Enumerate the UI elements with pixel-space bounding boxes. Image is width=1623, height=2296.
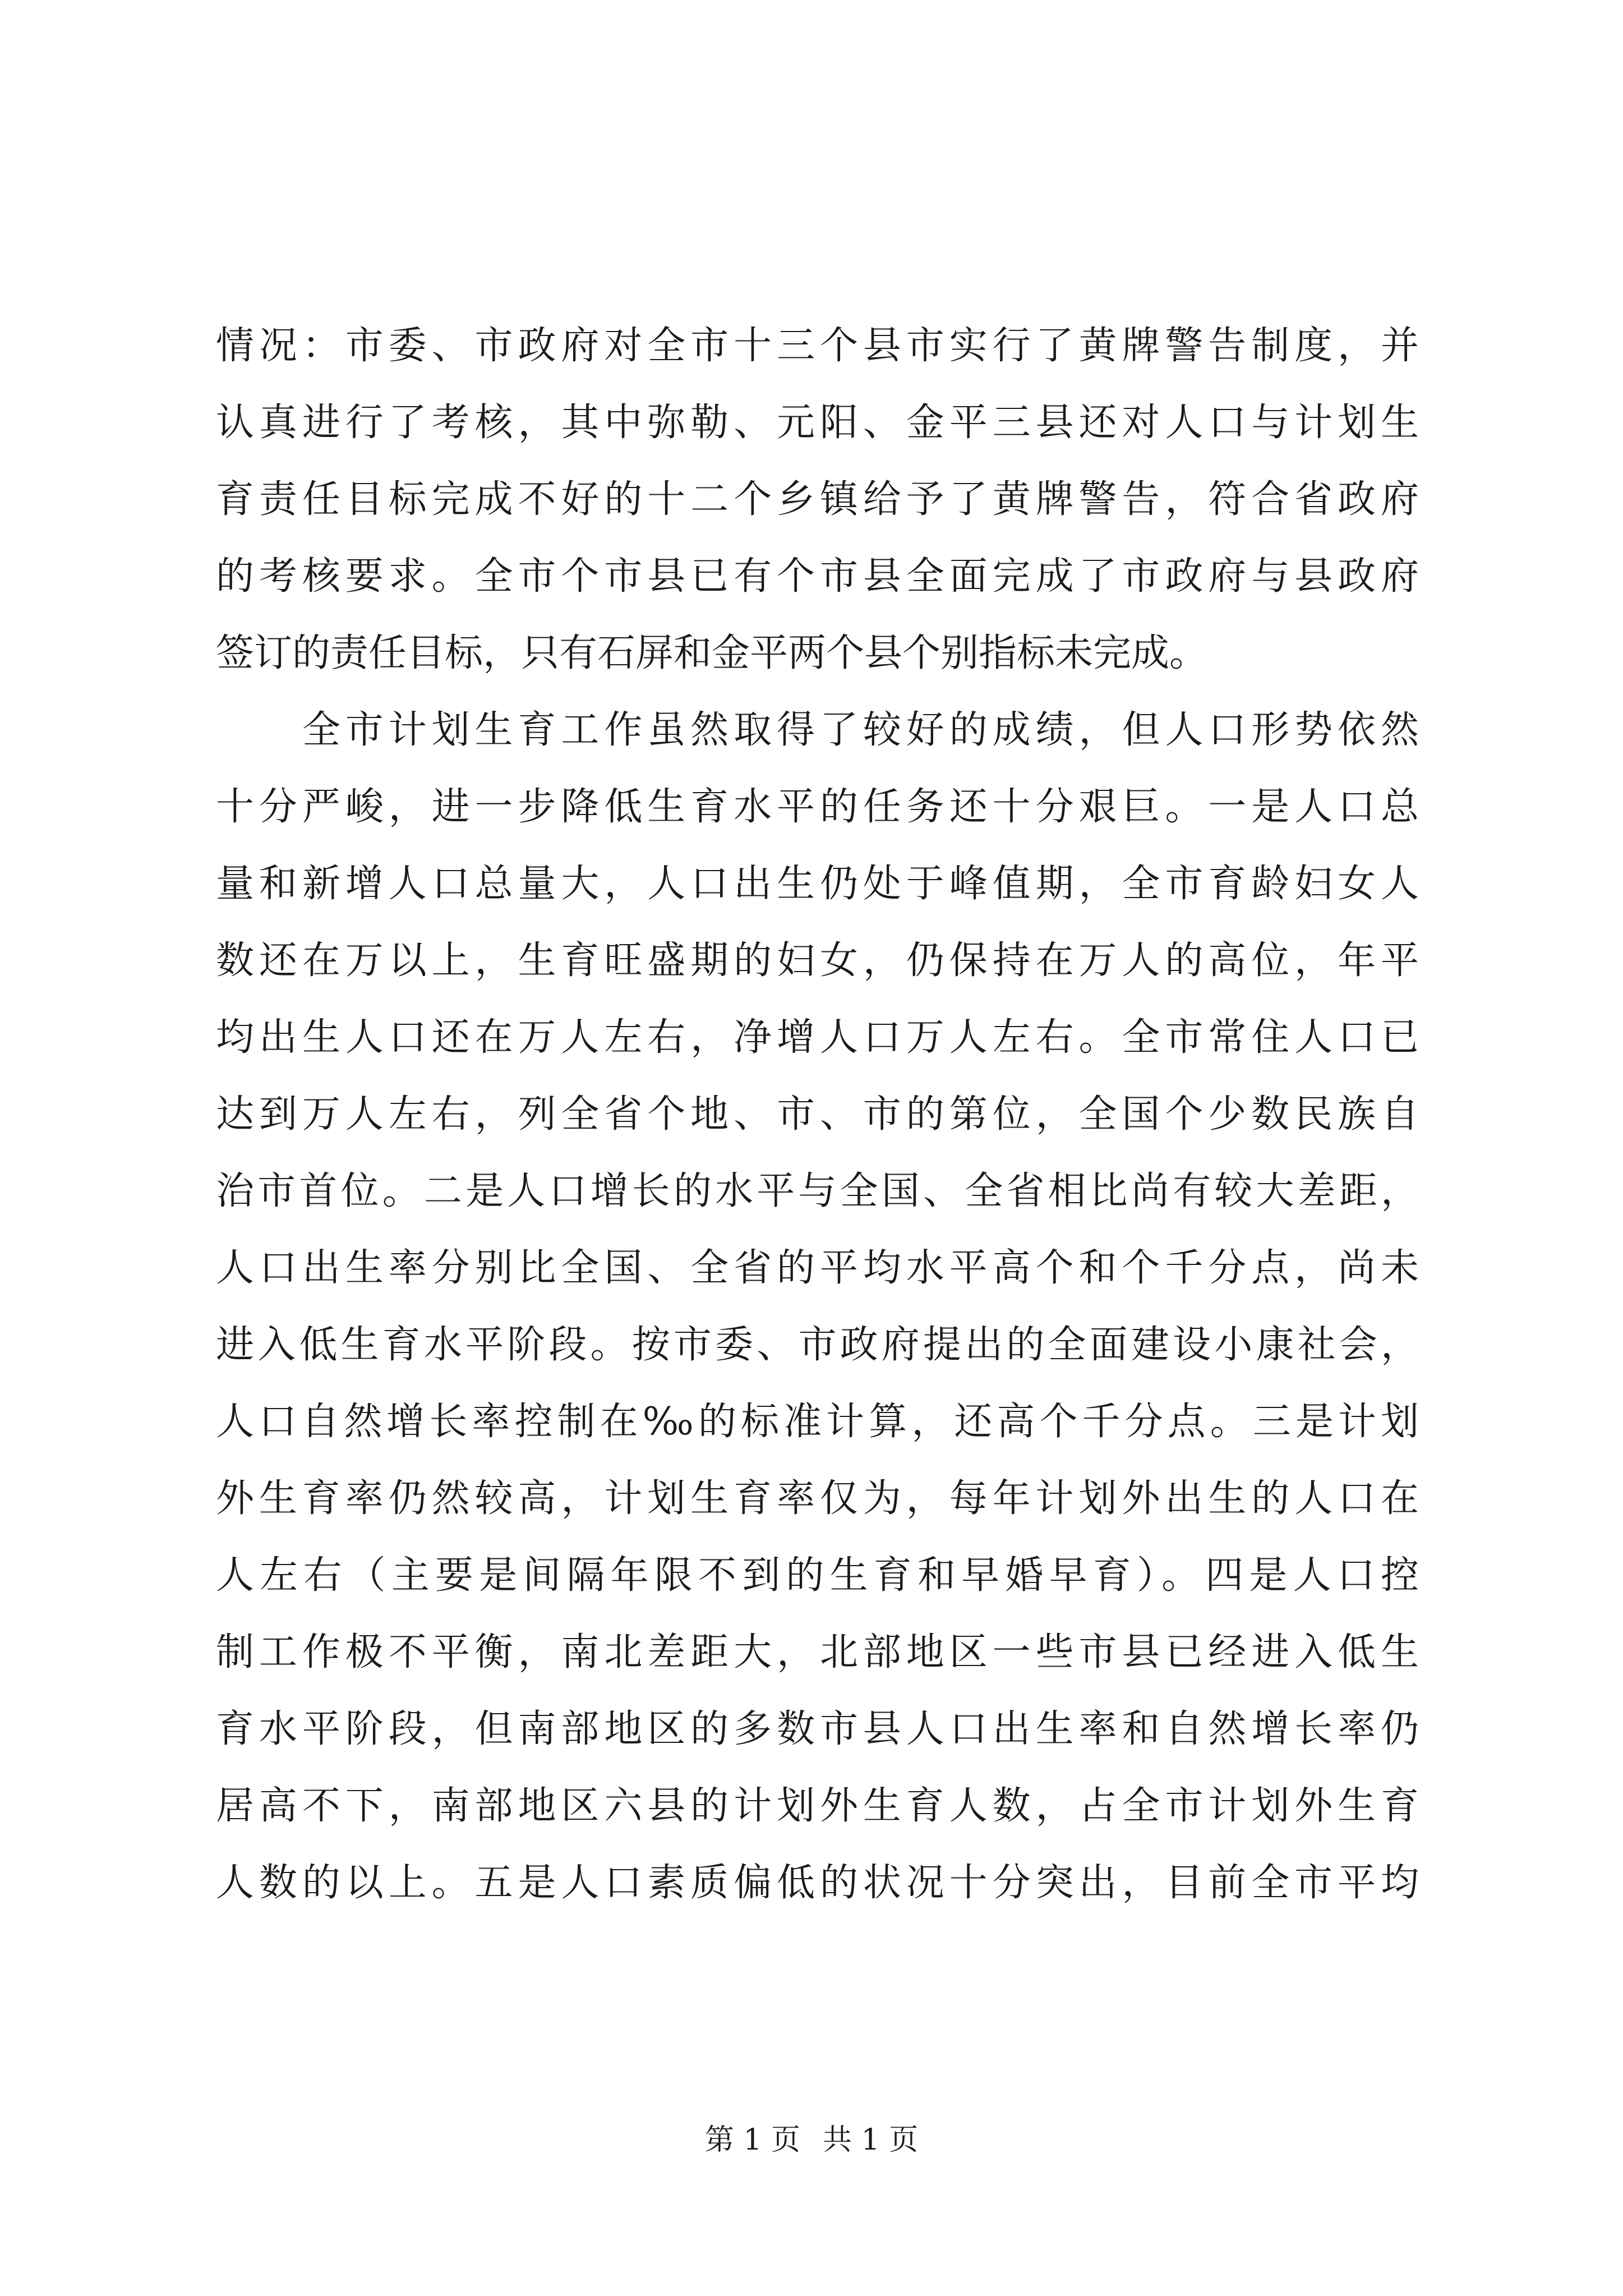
text-line: 居高不下，南部地区六县的计划外生育人数，占全市计划外生育 bbox=[216, 1784, 1419, 1828]
text-line: 达到万人左右，列全省个地、市、市的第位，全国个少数民族自 bbox=[216, 1092, 1419, 1137]
text-line: 均出生人口还在万人左右，净增人口万人左右。全市常住人口已 bbox=[216, 1015, 1419, 1060]
text-line: 育水平阶段，但南部地区的多数市县人口出生率和自然增长率仍 bbox=[216, 1707, 1419, 1751]
page-total: 共 1 页 bbox=[823, 2123, 919, 2157]
text-line: 制工作极不平衡，南北差距大，北部地区一些市县已经进入低生 bbox=[216, 1630, 1419, 1674]
text-line: 人口自然增长率控制在‰的标准计算，还高个千分点。三是计划 bbox=[216, 1400, 1419, 1444]
text-line: 人口出生率分别比全国、全省的平均水平高个和个千分点，尚未 bbox=[216, 1246, 1419, 1290]
text-line: 数还在万以上，生育旺盛期的妇女，仍保持在万人的高位，年平 bbox=[216, 938, 1419, 983]
text-line: 外生育率仍然较高，计划生育率仅为，每年计划外出生的人口在 bbox=[216, 1476, 1419, 1521]
page-footer bbox=[0, 2118, 1623, 2162]
text-line: 的考核要求。全市个市县已有个市县全面完成了市政府与县政府 bbox=[216, 554, 1419, 599]
text-line: 量和新增人口总量大，人口出生仍处于峰值期，全市育龄妇女人 bbox=[216, 862, 1419, 906]
text-line: 治市首位。二是人口增长的水平与全国、全省相比尚有较大差距， bbox=[216, 1169, 1419, 1213]
page-number: 第 1 页 bbox=[704, 2123, 800, 2157]
text-line: 人数的以上。五是人口素质偏低的状况十分突出，目前全市平均 bbox=[216, 1861, 1419, 1905]
text-line: 人左右（主要是间隔年限不到的生育和早婚早育）。四是人口控 bbox=[216, 1553, 1419, 1598]
text-line: 育责任目标完成不好的十二个乡镇给予了黄牌警告，符合省政府 bbox=[216, 477, 1419, 522]
text-line: 认真进行了考核，其中弥勒、元阳、金平三县还对人口与计划生 bbox=[216, 401, 1419, 445]
text-line: 签订的责任目标，只有石屏和金平两个县个别指标未完成。 bbox=[216, 631, 1208, 675]
body-text bbox=[216, 307, 1419, 1921]
text-line: 十分严峻，进一步降低生育水平的任务还十分艰巨。一是人口总 bbox=[216, 785, 1419, 829]
text-line: 全市计划生育工作虽然取得了较好的成绩，但人口形势依然 bbox=[216, 708, 1419, 752]
text-line: 情况：市委、市政府对全市十三个县市实行了黄牌警告制度，并 bbox=[216, 324, 1419, 368]
text-line: 进入低生育水平阶段。按市委、市政府提出的全面建设小康社会， bbox=[216, 1323, 1419, 1367]
